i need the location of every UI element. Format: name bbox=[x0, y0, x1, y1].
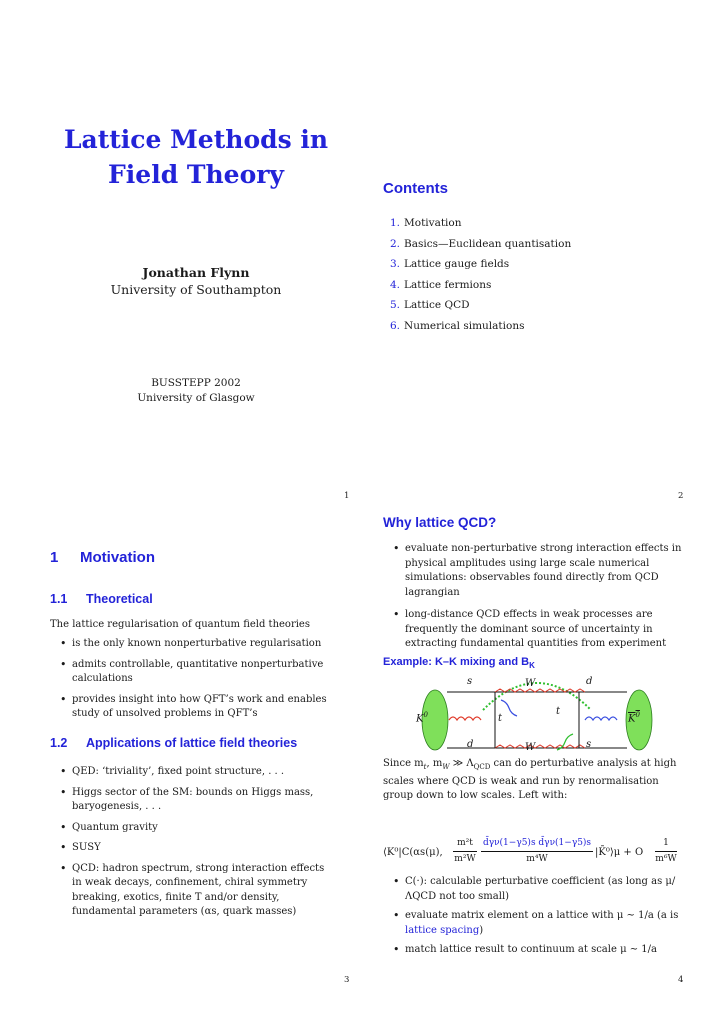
title-line-2: Field Theory bbox=[108, 160, 284, 189]
page-number-3: 3 bbox=[344, 975, 350, 985]
kbar-superscript: 0 bbox=[635, 711, 640, 719]
example-prefix: Example: bbox=[383, 656, 432, 668]
gluon-left bbox=[449, 717, 481, 720]
label-d-top: d bbox=[586, 676, 593, 687]
author-affiliation: University of Southampton bbox=[110, 282, 282, 297]
list-item: • is the only known nonperturbative regularisation bbox=[60, 637, 322, 650]
para-text: ≫ Λ bbox=[449, 758, 474, 769]
bullet-text: QED: ‘triviality’, fixed point structure, . . . bbox=[72, 766, 285, 777]
fraction-mt-mw bbox=[453, 836, 477, 866]
bullet-text: Higgs sector of the SM: bounds on Higgs mass, baryogenesis, . . . bbox=[72, 786, 314, 812]
toc-item[interactable] bbox=[390, 316, 571, 337]
subsection-number: 1.1 bbox=[50, 592, 68, 606]
para-text: can do perturbative analysis at high scales where QCD is weak and run by renormalisation group down to low scales. Left with: bbox=[383, 758, 677, 801]
perturbative-paragraph: Since $m_t$, $m_W$ ≫ $\Lambda_{QCD}$ can do perturbative analysis at high scales where QCD is weak and run by renormalisation group down to low scales. Left with: bbox=[383, 758, 677, 801]
toc-num: 4. bbox=[390, 278, 401, 291]
list-item: • evaluate non-perturbative strong interaction effects in physical amplitudes using large scale numerical simulations: observables found directly from QCD lagrangian bbox=[393, 542, 682, 598]
fraction-numerator: 1 bbox=[655, 836, 677, 852]
para-text: , m bbox=[426, 758, 443, 769]
bullet-text: SUSY bbox=[72, 842, 101, 853]
toc-item[interactable] bbox=[390, 295, 571, 316]
label-d-bottom: d bbox=[467, 739, 474, 750]
fraction-denominator: m²W bbox=[454, 853, 476, 864]
section-title: Motivation bbox=[80, 549, 155, 566]
k-symbol: K bbox=[416, 713, 424, 725]
formula-tail: |K̄⁰⟩μ + O bbox=[595, 847, 644, 858]
list-item: • evaluate matrix element on a lattice with μ ∼ 1/a (a is lattice spacing) bbox=[393, 909, 679, 936]
list-item: • SUSY bbox=[60, 841, 101, 854]
toc-num: 2. bbox=[390, 237, 401, 250]
toc-label: Motivation bbox=[404, 217, 462, 229]
list-item: • C(·): calculable perturbative coefficient (as long as μ/ΛQCD not too small) bbox=[393, 875, 676, 902]
toc-item[interactable] bbox=[390, 213, 571, 234]
page-number-1: 1 bbox=[344, 491, 350, 501]
list-item: • Quantum gravity bbox=[60, 820, 158, 834]
fraction-correction bbox=[655, 836, 677, 866]
event-name: BUSSTEPP 2002 bbox=[151, 377, 241, 389]
toc-label: Numerical simulations bbox=[404, 319, 525, 332]
subsection-heading-theoretical bbox=[50, 592, 153, 606]
subsection-title: Applications of lattice field theories bbox=[86, 736, 298, 750]
label-t-left: t bbox=[498, 713, 503, 724]
intro-paragraph: The lattice regularisation of quantum field theories bbox=[50, 619, 310, 630]
contents-heading: Contents bbox=[383, 180, 448, 197]
k-superscript: 0 bbox=[423, 711, 428, 719]
table-of-contents bbox=[390, 213, 571, 336]
title-line-1: Lattice Methods in bbox=[63, 125, 329, 154]
toc-item[interactable] bbox=[390, 254, 571, 275]
bullet-text: is the only known nonperturbative regularisation bbox=[72, 638, 322, 649]
section-heading-motivation bbox=[50, 549, 155, 566]
bullet-text: match lattice result to continuum at scale μ ∼ 1/a bbox=[405, 944, 657, 955]
lattice-steps-bullets bbox=[391, 875, 683, 958]
bullet-text: provides insight into how QFT’s work and enables study of unsolved problems in QFT’s bbox=[72, 693, 327, 719]
label-k0-left bbox=[416, 708, 428, 727]
example-subscript: K bbox=[529, 661, 535, 671]
formula-lead: ⟨K⁰|C(αs(μ), bbox=[383, 847, 443, 858]
bullet-text: admits controllable, quantitative nonperturbative calculations bbox=[72, 658, 324, 684]
para-subscript: QCD bbox=[473, 763, 491, 771]
label-s-bottom: s bbox=[586, 739, 592, 750]
toc-item[interactable] bbox=[390, 275, 571, 296]
label-w-top: W bbox=[525, 678, 536, 689]
bullet-text: evaluate matrix element on a lattice with μ ∼ 1/a (a is bbox=[405, 910, 679, 921]
example-title: K–K mixing and B bbox=[434, 656, 530, 668]
event-block bbox=[60, 376, 332, 406]
list-item: • QED: ‘triviality’, fixed point structure, . . . bbox=[60, 765, 285, 778]
gluon-right bbox=[585, 717, 617, 720]
page1-title bbox=[60, 122, 332, 192]
list-item: • QCD: hadron spectrum, strong interaction effects in weak decays, confinement, chiral symmetry breaking, exotics, finite T and/or density, fundamental parameters (αs, quark masses) bbox=[60, 861, 325, 917]
gluon-inner-left bbox=[501, 700, 517, 716]
subsection-title: Theoretical bbox=[86, 592, 153, 606]
toc-num: 3. bbox=[390, 258, 401, 270]
author-block bbox=[60, 264, 332, 298]
page-number-4: 4 bbox=[678, 975, 684, 985]
lattice-spacing-link[interactable]: lattice spacing bbox=[405, 924, 480, 936]
bullet-text: C(·): calculable perturbative coefficient (as long as μ/ΛQCD not too small) bbox=[405, 876, 676, 902]
label-k0bar-right bbox=[628, 708, 640, 727]
bullet-text: Quantum gravity bbox=[72, 821, 158, 833]
applications-bullets bbox=[58, 765, 336, 920]
example-heading bbox=[383, 656, 535, 670]
toc-label: Lattice fermions bbox=[404, 278, 492, 291]
subsection-heading-applications bbox=[50, 736, 297, 750]
kbar-symbol: K bbox=[628, 713, 636, 725]
fraction-operator bbox=[481, 836, 593, 866]
bullet-text: evaluate non-perturbative strong interaction effects in physical amplitudes using large scale numerical simulations: observables found directly from QCD lagrangian bbox=[405, 543, 682, 598]
para-text: Since m bbox=[383, 758, 424, 769]
fraction-numerator: m²t bbox=[453, 836, 477, 852]
toc-label: Lattice gauge fields bbox=[404, 258, 510, 270]
toc-item[interactable] bbox=[390, 234, 571, 255]
list-item: • Higgs sector of the SM: bounds on Higgs mass, baryogenesis, . . . bbox=[60, 785, 314, 812]
gluon-arc-top bbox=[483, 683, 591, 710]
toc-num: 1. bbox=[390, 217, 401, 229]
bullet-text: QCD: hadron spectrum, strong interaction effects in weak decays, confinement, chiral symmetry breaking, exotics, finite T and/or density, fundamental parameters (αs, quark masses) bbox=[72, 862, 325, 917]
toc-label: Lattice QCD bbox=[404, 299, 470, 311]
list-item: • long-distance QCD effects in weak processes are frequently the dominant source of uncertainty in extracting fundamental quantities from experiment bbox=[393, 608, 667, 649]
operator-denominator: m⁴W bbox=[526, 853, 548, 864]
matrix-element-formula bbox=[383, 836, 683, 870]
list-item: • provides insight into how QFT’s work and enables study of unsolved problems in QFT’s bbox=[60, 692, 327, 719]
section-number: 1 bbox=[50, 549, 59, 566]
operator-numerator: d̄γν(1−γ5)s d̄γν(1−γ5)s bbox=[481, 836, 593, 852]
label-w-bottom: W bbox=[525, 742, 536, 753]
author-name: Jonathan Flynn bbox=[142, 265, 250, 280]
toc-num: 6. bbox=[390, 319, 401, 332]
event-venue: University of Glasgow bbox=[137, 392, 255, 404]
theoretical-bullets bbox=[58, 637, 328, 722]
label-s-top: s bbox=[467, 676, 473, 687]
list-item: • match lattice result to continuum at scale μ ∼ 1/a bbox=[393, 943, 657, 956]
page-number-2: 2 bbox=[678, 491, 684, 501]
why-bullets bbox=[391, 542, 683, 652]
toc-num: 5. bbox=[390, 299, 401, 311]
toc-label: Basics—Euclidean quantisation bbox=[404, 237, 572, 250]
fraction-denominator: m⁶W bbox=[655, 853, 677, 864]
label-t-right: t bbox=[556, 706, 561, 717]
subsection-number: 1.2 bbox=[50, 736, 68, 750]
list-item: • admits controllable, quantitative nonperturbative calculations bbox=[60, 657, 324, 684]
bullet-text: long-distance QCD effects in weak processes are frequently the dominant source of uncertainty in extracting fundamental quantities from experiment bbox=[405, 609, 667, 649]
why-lattice-heading: Why lattice QCD? bbox=[383, 515, 497, 530]
